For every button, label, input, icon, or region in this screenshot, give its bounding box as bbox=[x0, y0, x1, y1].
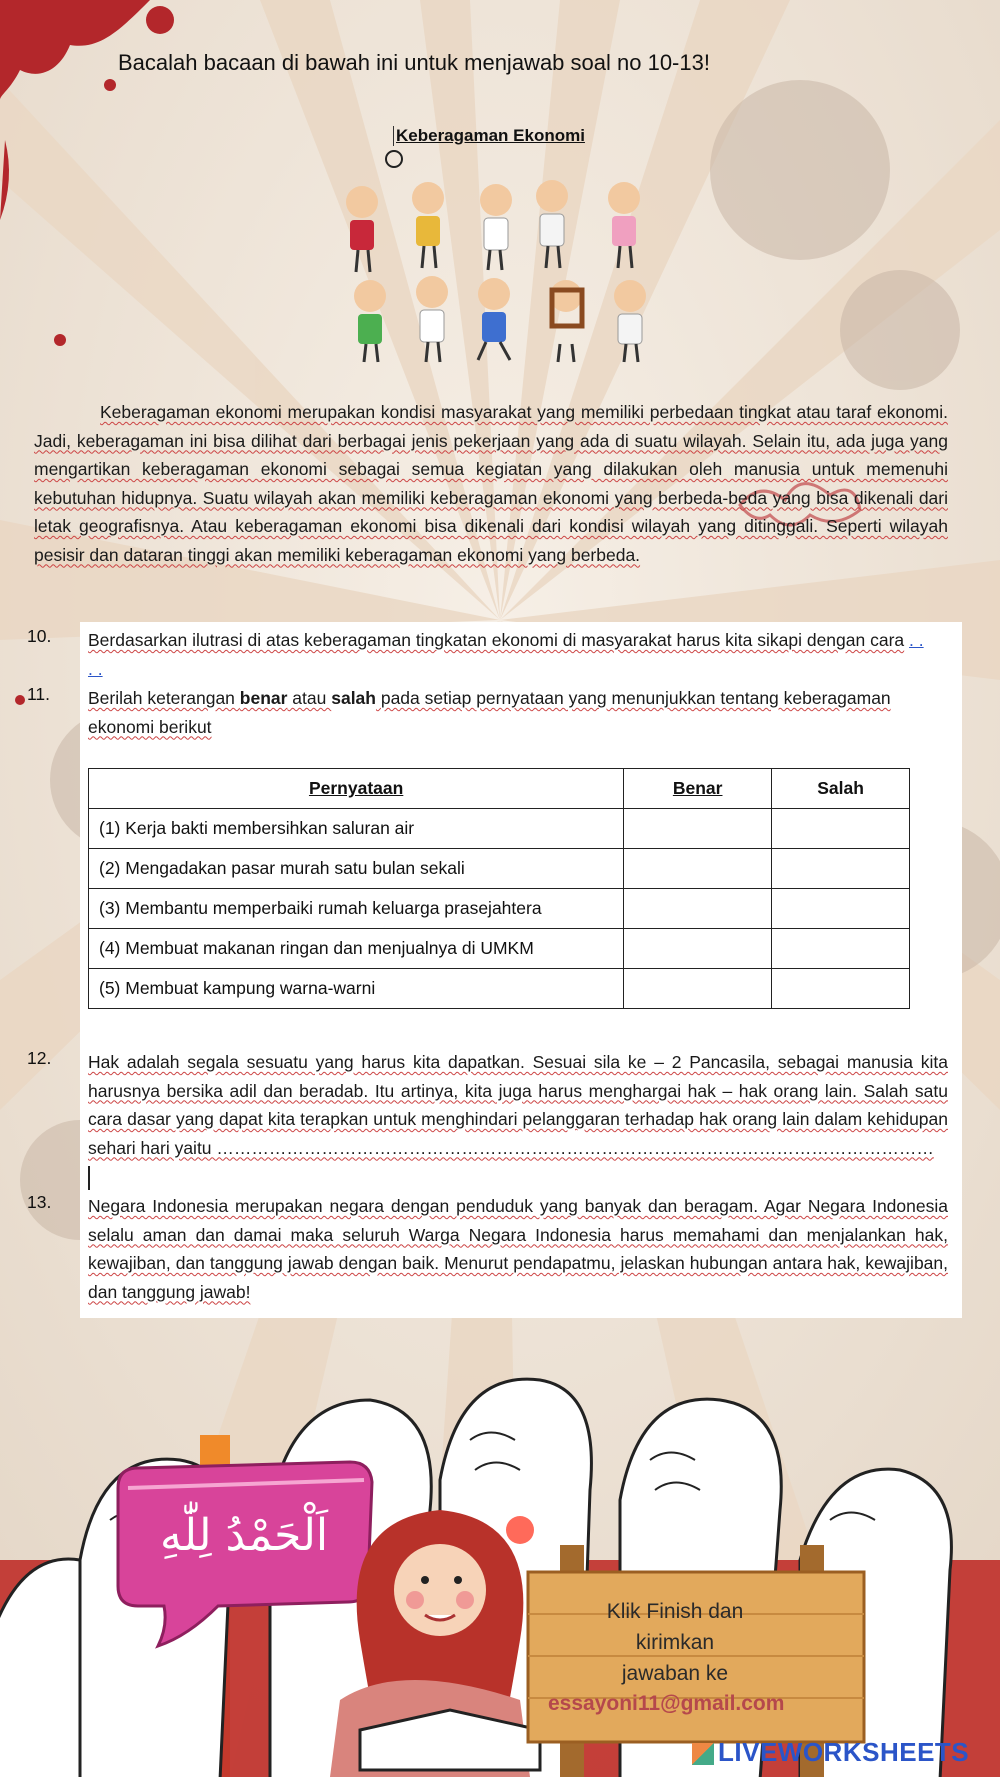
question-12-text: Hak adalah segala sesuatu yang harus kita dapatkan. Sesuai sila ke – 2 Pancasila, sebagai manusia kita harusnya bersika adil dan beradab. Itu artinya, kita juga harus menghargai hak – hak orang lain. Salah satu cara dasar yang dapat kita terapkan untuk menghindari pelanggaran terhadap hak orang lain dalam kehidupan sehari hari yaitu …………………………………………………………………………………………………………… bbox=[88, 1052, 948, 1158]
liveworksheets-logo[interactable] bbox=[692, 1737, 969, 1768]
sign-line-1: Klik Finish dan bbox=[606, 1600, 744, 1623]
statement-1: (1) Kerja bakti membersihkan saluran air bbox=[89, 809, 624, 849]
salah-cell-5[interactable] bbox=[772, 969, 910, 1009]
question-11-bold-salah: salah bbox=[331, 688, 376, 708]
table-row bbox=[89, 969, 910, 1009]
benar-cell-4[interactable] bbox=[624, 929, 772, 969]
benar-cell-5[interactable] bbox=[624, 969, 772, 1009]
sign-line-3: jawaban ke bbox=[621, 1662, 729, 1685]
benar-cell-2[interactable] bbox=[624, 849, 772, 889]
salah-cell-4[interactable] bbox=[772, 929, 910, 969]
header-benar: Benar bbox=[624, 769, 772, 809]
question-10-blank[interactable]: . . . . bbox=[88, 630, 924, 679]
sign-line-2: kirimkan bbox=[635, 1631, 715, 1654]
question-11-number: 11. bbox=[27, 684, 51, 704]
question-11-bold-benar: benar bbox=[239, 688, 288, 708]
reading-title: Keberagaman Ekonomi bbox=[393, 126, 585, 146]
benar-cell-1[interactable] bbox=[624, 809, 772, 849]
question-11-text-b: atau bbox=[287, 688, 332, 708]
sign-message bbox=[530, 1596, 820, 1689]
statement-3: (3) Membantu memperbaiki rumah keluarga prasejahtera bbox=[89, 889, 624, 929]
header-salah: Salah bbox=[772, 769, 910, 809]
question-12-number: 12. bbox=[27, 1048, 52, 1068]
question-13-number: 13. bbox=[27, 1192, 52, 1212]
table-header-row bbox=[89, 769, 910, 809]
table-row bbox=[89, 889, 910, 929]
question-10-text: Berdasarkan ilutrasi di atas keberagaman tingkatan ekonomi di masyarakat harus kita sikapi dengan cara bbox=[88, 630, 905, 650]
table-row bbox=[89, 809, 910, 849]
reading-passage: Keberagaman ekonomi merupakan kondisi masyarakat yang memiliki perbedaan tingkat atau taraf ekonomi. Jadi, keberagaman ini bisa dilihat dari berbagai jenis pekerjaan yang ada di suatu wilayah. Selain itu, ada juga yang mengartikan keberagaman ekonomi sebagai semua kegiatan yang dilakukan oleh manusia untuk memenuhi kebutuhan hidupnya. Suatu wilayah akan memiliki keberagaman ekonomi yang berbeda-beda yang bisa dikenali dari letak geografisnya. Atau keberagaman ekonomi bisa dikenali dari kondisi wilayah yang ditinggali. Seperti wilayah pesisir dan dataran tinggi akan memiliki keberagaman ekonomi yang berbeda. bbox=[34, 402, 948, 565]
salah-cell-2[interactable] bbox=[772, 849, 910, 889]
benar-cell-3[interactable] bbox=[624, 889, 772, 929]
email-address: essayoni11@gmail.com bbox=[548, 1692, 785, 1715]
answer-cursor[interactable] bbox=[88, 1166, 90, 1190]
statement-table bbox=[88, 768, 910, 1009]
liveworksheets-brand: LIVEWORKSHEETS bbox=[718, 1737, 970, 1767]
statement-5: (5) Membuat kampung warna-warni bbox=[89, 969, 624, 1009]
alhamdulillah-text: اَلْحَمْدُ لِلّٰهِ bbox=[160, 1510, 329, 1561]
question-11-text-a: Berilah keterangan bbox=[88, 688, 240, 708]
question-10-number: 10. bbox=[27, 626, 52, 646]
liveworksheets-icon bbox=[692, 1743, 714, 1765]
table-row bbox=[89, 929, 910, 969]
salah-cell-3[interactable] bbox=[772, 889, 910, 929]
question-13-text: Negara Indonesia merupakan negara dengan penduduk yang banyak dan beragam. Agar Negara Indonesia selalu aman dan damai maka seluruh Warga Negara Indonesia harus memahami dan menjalankan hak, kewajiban, dan tanggung jawab dengan baik. Menurut pendapatmu, jelaskan hubungan antara hak, kewajiban, dan tanggung jawab! bbox=[88, 1196, 948, 1302]
salah-cell-1[interactable] bbox=[772, 809, 910, 849]
header-pernyataan: Pernyataan bbox=[89, 769, 624, 809]
reading-instruction: Bacalah bacaan di bawah ini untuk menjawab soal no 10-13! bbox=[118, 50, 710, 75]
question-11-text-c: pada setiap pernyataan yang menunjukkan tentang keberagaman ekonomi berikut bbox=[88, 688, 891, 737]
table-row bbox=[89, 849, 910, 889]
statement-4: (4) Membuat makanan ringan dan menjualnya di UMKM bbox=[89, 929, 624, 969]
statement-2: (2) Mengadakan pasar murah satu bulan sekali bbox=[89, 849, 624, 889]
